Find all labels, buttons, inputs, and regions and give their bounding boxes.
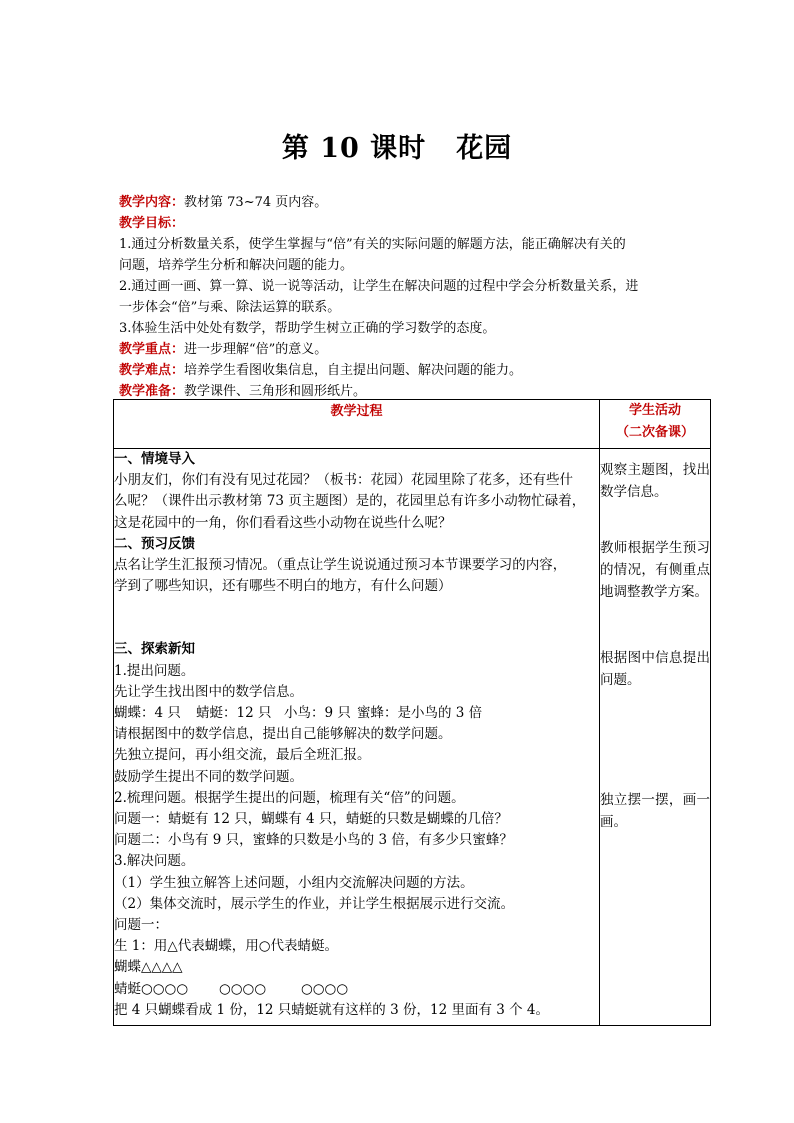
circle-group: ○○○○ xyxy=(141,980,189,997)
spacer xyxy=(600,691,710,789)
text-line: 这是花园中的一角，你们看看这些小动物在说些什么呢？ xyxy=(114,514,452,531)
prep-text: 教学课件、三角形和圆形纸片。 xyxy=(184,384,367,399)
section-title: 二、预习反馈 xyxy=(114,535,195,552)
info-bee: 蜜蜂：是小鸟的 3 倍 xyxy=(357,705,483,722)
text-line: 鼓励学生提出不同的数学问题。 xyxy=(114,768,303,785)
goal-line: 问题，培养学生分析和解决问题的能力。 xyxy=(119,258,354,273)
text-line: 先独立提问，再小组交流，最后全班汇报。 xyxy=(114,747,371,764)
goal-line: 3.体验生活中处处有数学，帮助学生树立正确的学习数学的态度。 xyxy=(119,321,496,336)
circle-group: ○○○○ xyxy=(301,980,349,997)
text-line: （2）集体交流时，展示学生的作业，并让学生根据展示进行交流。 xyxy=(114,895,515,912)
goal-line: 2.通过画一画、算一算、说一说等活动，让学生在解决问题的过程中学会分析数量关系，进 xyxy=(119,279,639,294)
text-line: 么呢？（课件出示教材第 73 页主题图）是的，花园里总有许多小动物忙碌着， xyxy=(114,493,586,510)
side-note: 独立摆一摆，画一画。 xyxy=(600,792,710,830)
text-line: （1）学生独立解答上述问题，小组内交流解决问题的方法。 xyxy=(114,874,474,891)
text-line: 学到了哪些知识，还有哪些不明白的地方，有什么问题） xyxy=(114,578,452,595)
prep-label: 教学准备： xyxy=(119,384,185,399)
section-title: 三、探索新知 xyxy=(114,641,195,658)
text-line: 生 1：用△代表蝴蝶，用○代表蜻蜓。 xyxy=(114,938,339,955)
difficulty-text: 培养学生看图收集信息，自主提出问题、解决问题的能力。 xyxy=(184,363,523,378)
page-title xyxy=(0,126,794,165)
lesson-intro xyxy=(119,192,699,402)
goal-line: 1.通过分析数量关系，使学生掌握与“倍”有关的实际问题的解题方法，能正确解决有关的 xyxy=(119,237,626,252)
info-line xyxy=(114,703,599,724)
process-cell xyxy=(114,449,600,1026)
goals-line xyxy=(119,213,699,234)
goals-label: 教学目标： xyxy=(119,216,185,231)
spacer xyxy=(600,603,710,647)
info-dragonfly: 蜻蜓：12 只 xyxy=(196,705,272,722)
goal-line: 一步体会“倍”与乘、除法运算的联系。 xyxy=(119,300,341,315)
info-butterfly: 蝴蝶：4 只 xyxy=(114,705,181,722)
key-label: 教学重点： xyxy=(119,342,185,357)
activity-header-line2: （二次备课） xyxy=(615,425,694,440)
lesson-name: 花园 xyxy=(456,133,513,164)
text-line: 小朋友们，你们有没有见过花园？（板书：花园）花园里除了花多，还有些什 xyxy=(114,472,573,489)
side-note: 观察主题图，找出数学信息。 xyxy=(600,462,710,500)
blank-space xyxy=(114,597,599,639)
lesson-number: 第 10 课时 xyxy=(281,133,427,164)
text-line: 问题二：小鸟有 9 只，蜜蜂的只数是小鸟的 3 倍，有多少只蜜蜂？ xyxy=(114,832,513,849)
text-line: 2.梳理问题。根据学生提出的问题，梳理有关“倍”的问题。 xyxy=(114,789,465,806)
content-text: 教材第 73~74 页内容。 xyxy=(184,195,328,210)
key-text: 进一步理解“倍”的意义。 xyxy=(184,342,328,357)
table-header-row xyxy=(114,400,711,449)
content-line xyxy=(119,192,699,213)
activity-header xyxy=(600,400,711,449)
lesson-table xyxy=(113,399,711,1026)
text-line: 把 4 只蝴蝶看成 1 份，12 只蜻蜓就有这样的 3 份，12 里面有 3 个 4。 xyxy=(114,1001,550,1018)
key-line xyxy=(119,339,699,360)
dragonfly-label: 蜻蜓 xyxy=(114,980,141,997)
difficulty-label: 教学难点： xyxy=(119,363,185,378)
spacer xyxy=(600,503,710,537)
side-note: 教师根据学生预习的情况，有侧重点地调整教学方案。 xyxy=(600,540,710,600)
butterfly-triangles: 蝴蝶△△△△ xyxy=(114,959,183,976)
text-line: 问题一：蜻蜓有 12 只，蝴蝶有 4 只，蜻蜓的只数是蝴蝶的几倍？ xyxy=(114,811,508,828)
content-label: 教学内容： xyxy=(119,195,185,210)
text-line: 请根据图中的数学信息，提出自己能够解决的数学问题。 xyxy=(114,726,452,743)
activity-cell xyxy=(600,449,711,1026)
text-line: 点名让学生汇报预习情况。（重点让学生说说通过预习本节课要学习的内容， xyxy=(114,557,567,574)
dragonfly-circles xyxy=(114,979,599,1000)
side-note: 根据图中信息提出问题。 xyxy=(600,650,710,688)
info-bird: 小鸟：9 只 xyxy=(284,705,351,722)
text-line: 1.提出问题。 xyxy=(114,662,195,679)
difficulty-line xyxy=(119,360,699,381)
text-line: 先让学生找出图中的数学信息。 xyxy=(114,683,303,700)
text-line: 3.解决问题。 xyxy=(114,853,195,870)
circle-group: ○○○○ xyxy=(219,980,267,997)
process-header: 教学过程 xyxy=(114,400,600,449)
text-line: 问题一： xyxy=(114,917,168,934)
section-title: 一、情境导入 xyxy=(114,451,195,467)
spacer xyxy=(600,449,710,459)
table-body-row xyxy=(114,449,711,1026)
activity-header-line1: 学生活动 xyxy=(628,403,681,418)
